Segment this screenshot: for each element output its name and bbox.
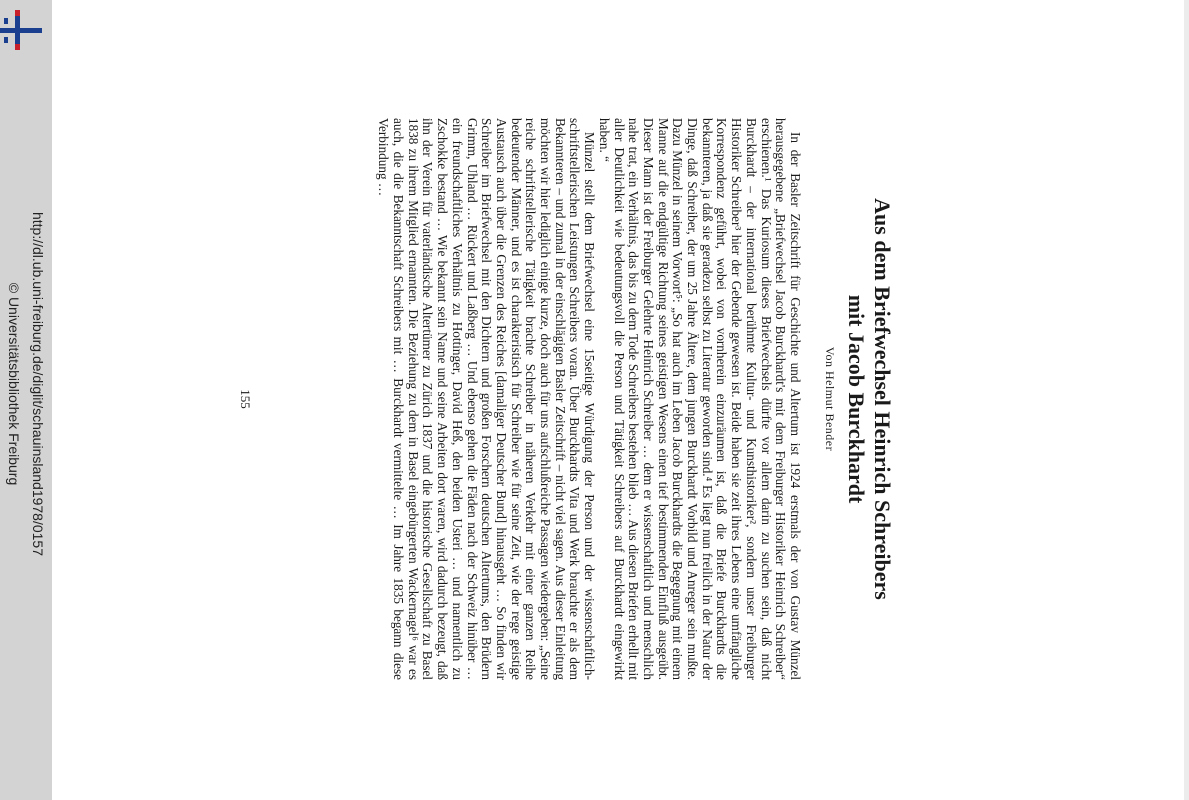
university-logo-icon[interactable]	[0, 10, 44, 50]
viewer-sidebar	[0, 0, 52, 800]
title-line-2: mit Jacob Burckhardt	[844, 294, 869, 504]
article-title	[843, 118, 895, 680]
viewer-right-edge	[1184, 0, 1189, 800]
page-number: 155	[238, 389, 253, 409]
title-line-1: Aus dem Briefwechsel Heinrich Schreibers	[870, 198, 895, 600]
scanned-page	[231, 84, 921, 714]
body-paragraph-2: Münzel stellt dem Briefwechsel eine 15seitige Würdigung der Person und der wissenschaftlich-schriftstellerischen Leistungen Schreibers voran. Über Burckhardts Vita und Werk brauchte er als dem Bekannteren – und zumal in der einschlägigen Basler Zeitschrift – nicht viel sagen. Aus dieser Einleitung möchten wir hier lediglich einige kurze, doch auch für uns aufschlußreiche Passagen wiedergeben: „Seine reiche schriftstellerische Tätigkeit brachte Schreiber in näheren Verkehr mit einer ganzen Reihe bedeutender Männer, und es ist charakteristisch für Schreiber wie für seine Zeit, wie der rege geistige Austausch auch über die Grenzen des Reiches [damaliger Deutscher Bund] hinausgeht … So finden wir Schreiber im Briefwechsel mit den Dichtern und großen Forschern deutschen Altertums, den Brüdern Grimm, Uhland … Rückert und Laßberg … Und ebenso gehen die Fäden nach der Schweiz hinüber … ein freundschaftliches Verhältnis zu Hottinger, David Heß, den beiden Usteri … und namentlich zu Zschokke bestand … Wie bekannt sein Name und seine Arbeiten dort waren, wird dadurch bezeugt, daß ihn der Verein für vaterländische Altertümer zu Zürich 1837 und die historische Gesellschaft zu Basel 1838 zu ihrem Mitglied ernannten. Die Beziehung zu dem in Basel eingebürgerten Wackernagel⁶ war es auch, die die Bekanntschaft Schreibers mit … Burckhardt vermittelte … Im Jahre 1835 begann diese Verbindung …	[376, 118, 598, 680]
copyright-notice: © Universitätsbibliothek Freiburg	[6, 282, 22, 486]
sidebar-citation	[2, 212, 50, 556]
article-author: Von Helmut Bender	[823, 346, 837, 452]
body-paragraph-1: In der Basler Zeitschrift für Geschichte und Altertum ist 1924 erstmals der von Gustav Münzel herausgegebene „Briefwechsel Jacob Burckhardt's mit dem Freiburger Historiker Heinrich Schreiber“ erschienen.¹ Das Kuriosum dieses Briefwechsels dürfte vor allem darin zu suchen sein, daß nicht Burckhardt – der international berühmte Kultur- und Kunsthistoriker², sondern unser Freiburger Historiker Schreiber³ hier der Gebende gewesen ist. Beide haben sie zeit ihres Lebens eine umfängliche Korrespondenz geführt, wobei von vornherein einzuräumen ist, daß die Briefe Burckhardts die bekannteren, ja daß sie geradezu selbst zu Literatur geworden sind.⁴ Es liegt nun freilich in der Natur der Dinge, daß Schreiber, der um 25 Jahre Ältere, dem jungen Burckhardt Vorbild und Anreger sein mußte. Dazu Münzel in seinem Vorwort⁵: „So hat auch im Leben Jacob Burckhardts die Begegnung mit einem Manne auf die endgültige Richtung seines geistigen Wesens einen tief bestimmenden Einfluß ausgeübt. Dieser Mann ist der Freiburger Gelehrte Heinrich Schreiber … dem er wissenschaftlich und menschlich nahe trat, ein Verhältnis, das bis zu dem Tode Schreibers bestehen blieb … Aus diesen Briefen erhellt mit aller Deutlichkeit wie bedeutungsvoll die Person und Tätigkeit Schreibers auf Burckhardt eingewirkt haben. “	[596, 118, 803, 680]
document-url[interactable]: http://dl.ub.uni-freiburg.de/diglit/schauinsland1978/0157	[30, 211, 46, 557]
